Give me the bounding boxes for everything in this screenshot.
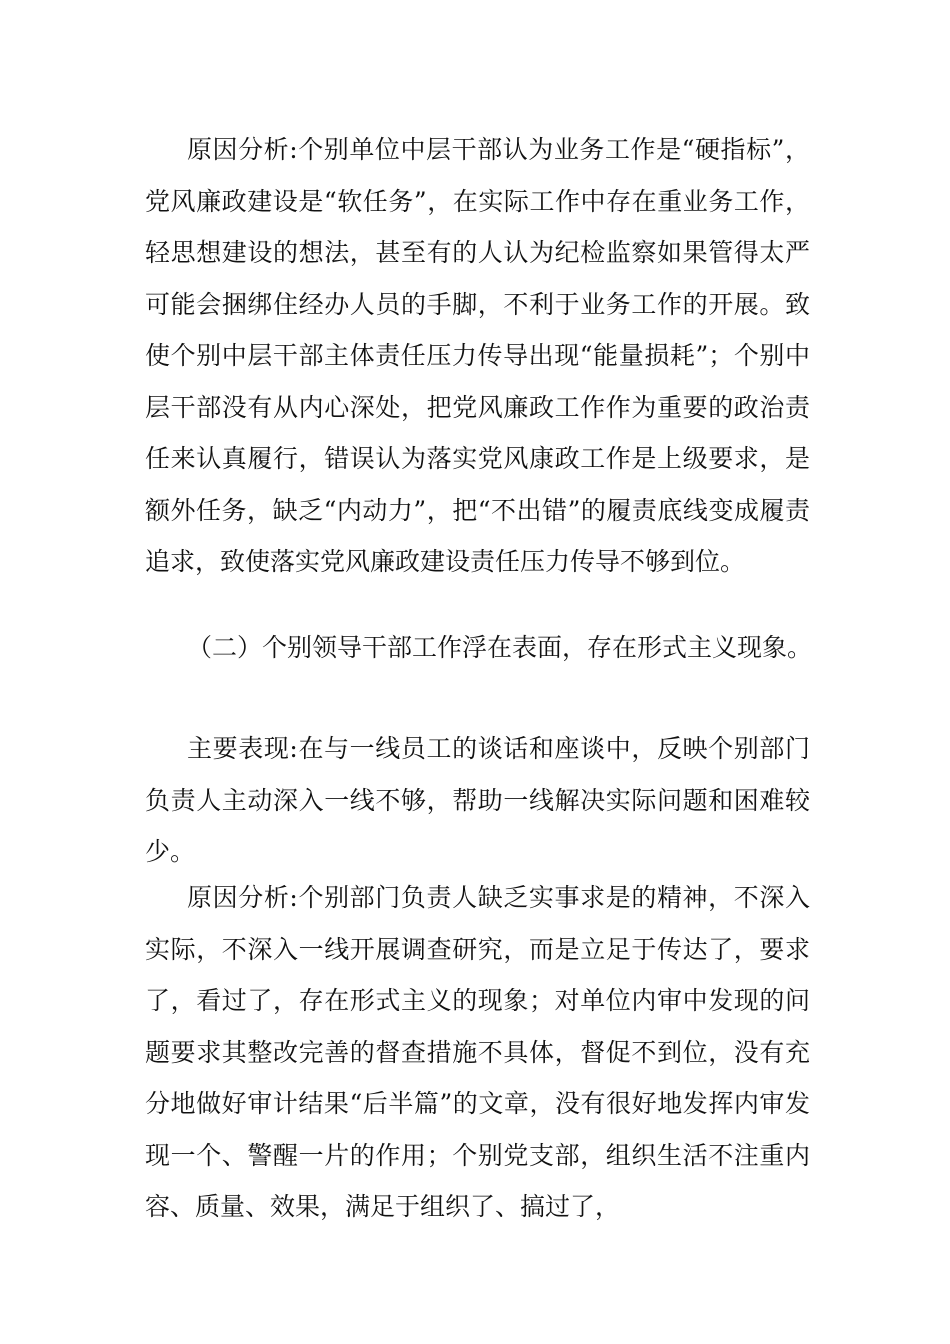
paragraph-cause-analysis-2: 原因分析:个别部门负责人缺乏实事求是的精神，不深入实际，不深入一线开展调查研究，而是立足于传达了，要求了，看过了，存在形式主义的现象；对单位内审中发现的问题要求其整改完善的督查措施不具体，督促不到位，没有充分地做好审计结果“后半篇”的文章，没有很好地发挥内审发现一个、警醒一片的作用；个别党支部，组织生活不注重内容、质量、效果，满足于组织了、搞过了， [145, 883, 810, 1221]
section-heading: （二）个别领导干部工作浮在表面，存在形式主义现象。 [187, 633, 813, 662]
paragraph-main-manifestation: 主要表现:在与一线员工的谈话和座谈中，反映个别部门负责人主动深入一线不够，帮助一线解决实际问题和困难较少。 [145, 734, 810, 866]
paragraph-cause-analysis-1: 原因分析:个别单位中层干部认为业务工作是“硬指标”，党风廉政建设是“软任务”，在实际工作中存在重业务工作，轻思想建设的想法，甚至有的人认为纪检监察如果管得太严可能会捆绑住经办人员的手脚，不利于业务工作的开展。致使个别中层干部主体责任压力传导出现“能量损耗”；个别中层干部没有从内心深处，把党风廉政工作作为重要的政治责任来认真履行，错误认为落实党风康政工作是上级要求，是额外任务，缺乏“内动力”，把“不出错”的履责底线变成履责追求，致使落实党风廉政建设责任压力传导不够到位。 [145, 135, 810, 576]
